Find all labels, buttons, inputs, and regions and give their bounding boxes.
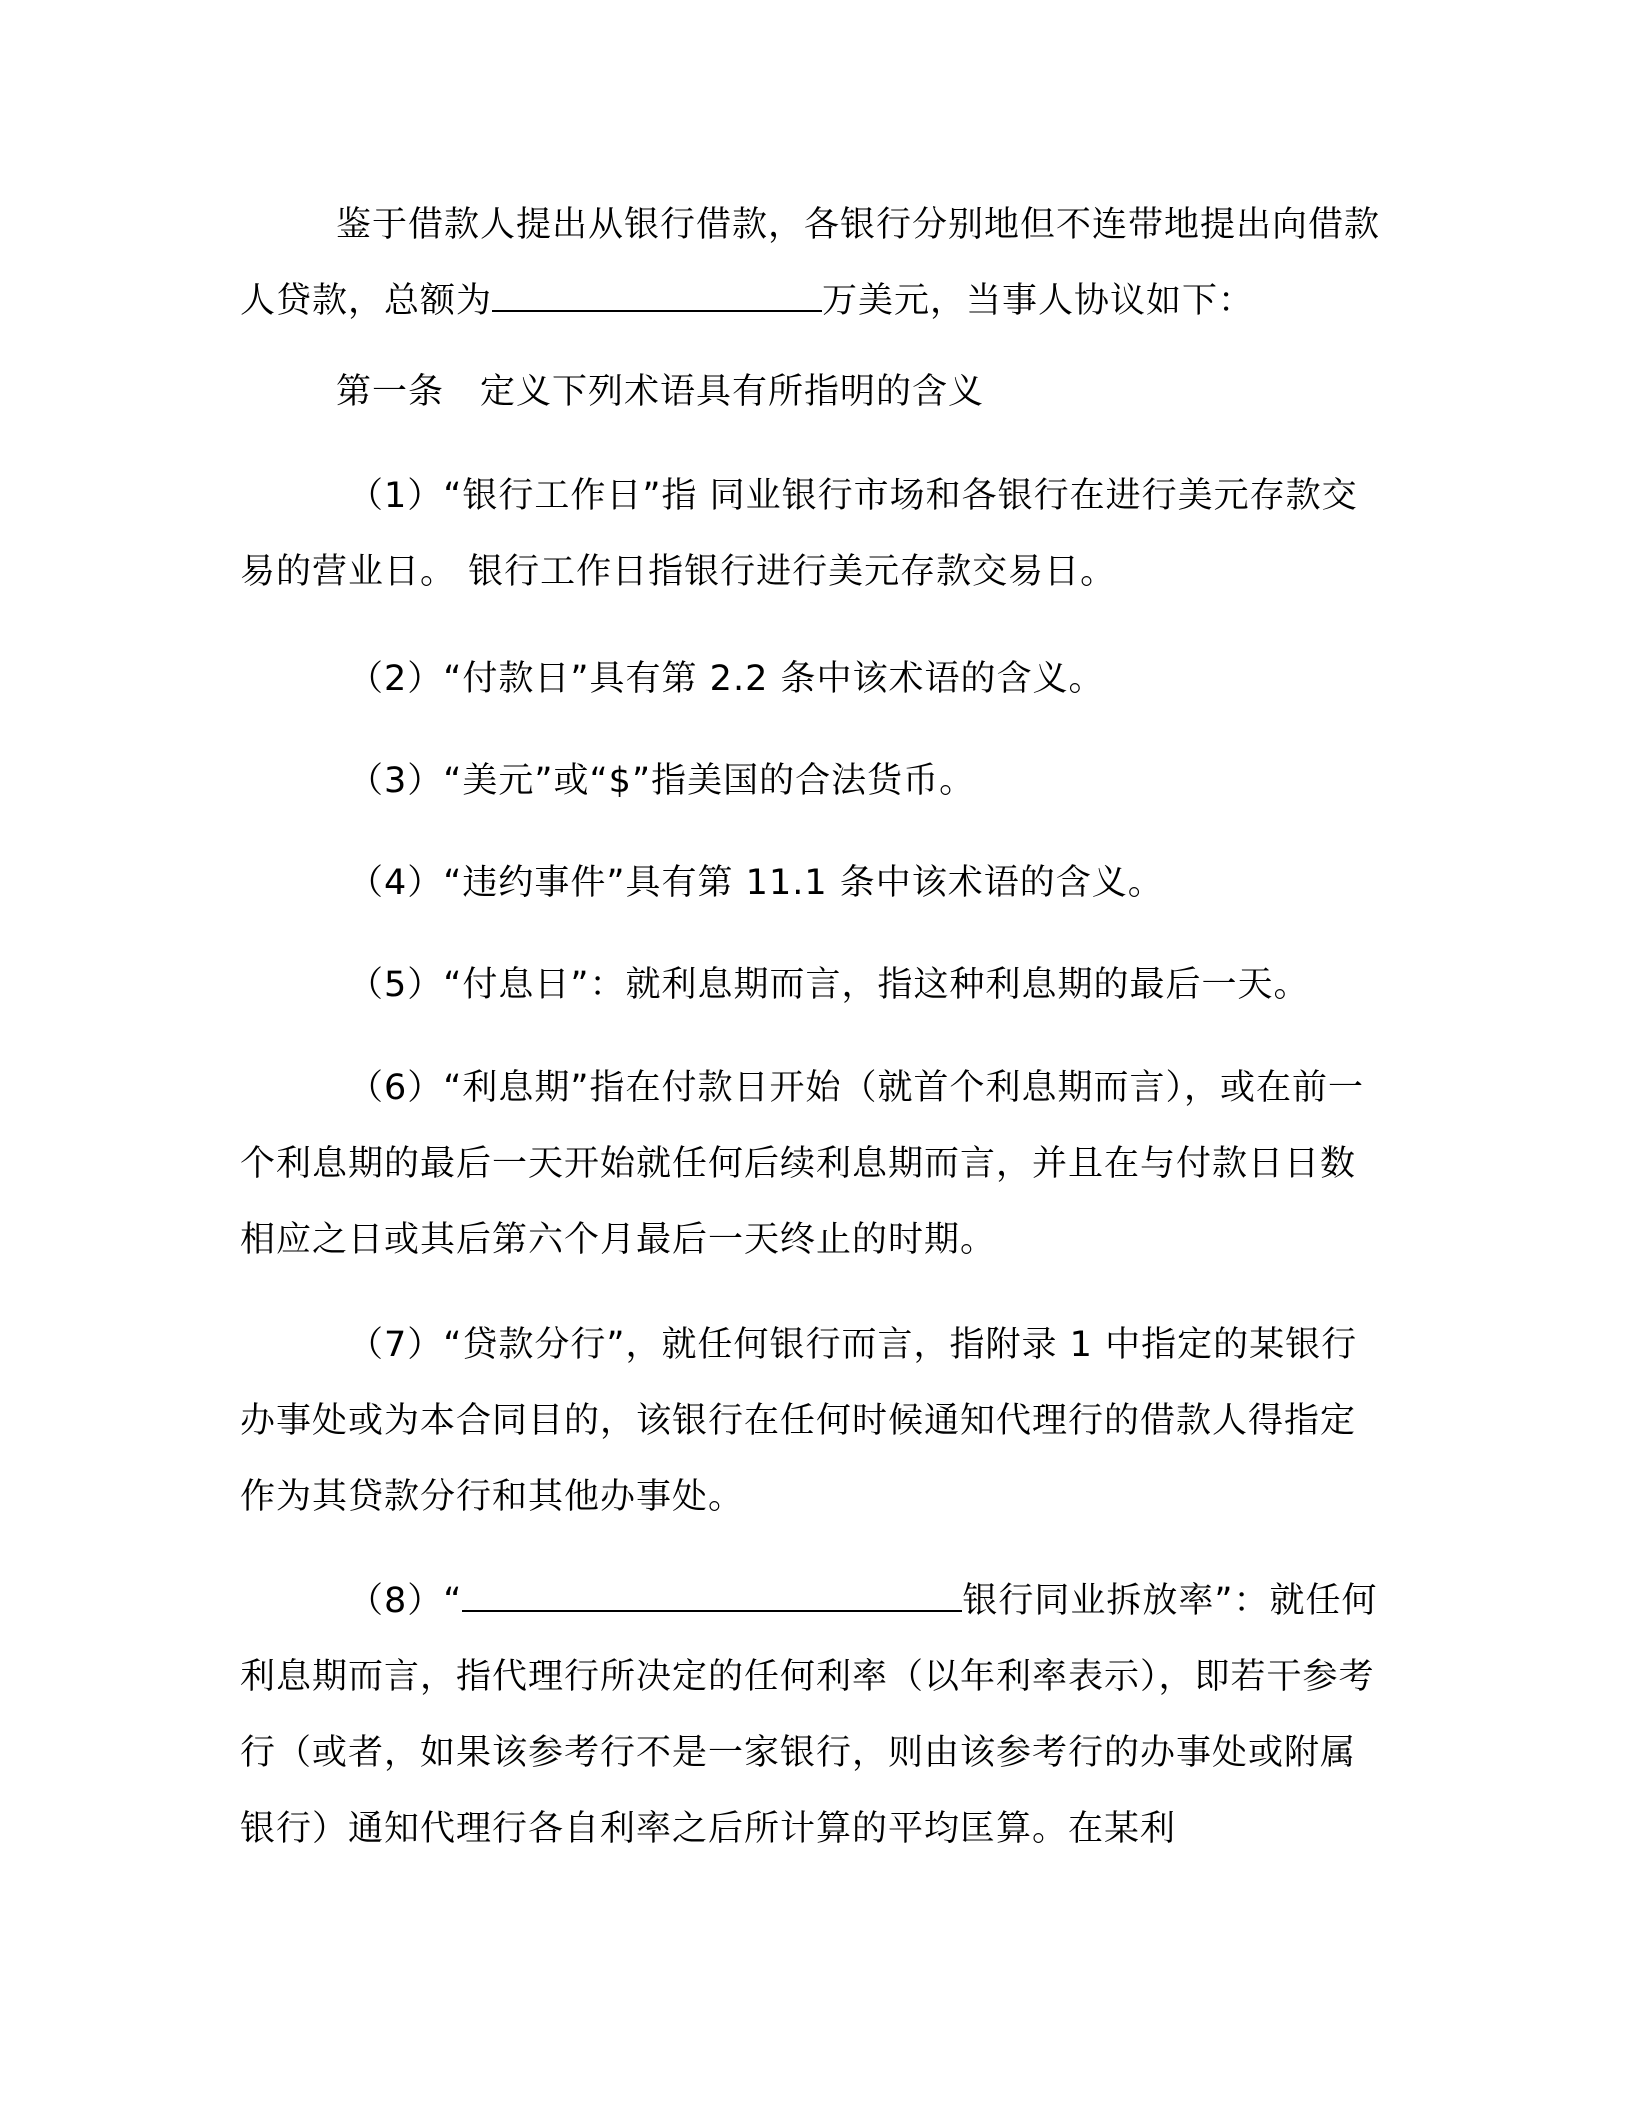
definition-5 bbox=[240, 947, 1388, 1023]
definition-text: “贷款分行”，就任何银行而言，指附录 1 中指定的某银行办事处或为本合同目的，该银行在任何时候通知代理行的借款人得指定作为其贷款分行和其他办事处。 bbox=[240, 1325, 1358, 1517]
definition-number: （8） bbox=[348, 1581, 444, 1621]
open-quote: “ bbox=[443, 1581, 463, 1621]
definition-number: （4） bbox=[348, 863, 444, 903]
document-page bbox=[240, 0, 1388, 2112]
definition-3 bbox=[240, 743, 1388, 819]
amount-blank-line bbox=[492, 280, 822, 312]
definition-text: “美元”或“$”指美国的合法货币。 bbox=[443, 761, 976, 801]
definition-text: 银行同业拆放率”：就任何利息期而言，指代理行所决定的任何利率（以年利率表示），即若干参考行（或者，如果该参考行不是一家银行，则由该参考行的办事处或附属银行）通知代理行各自利率之后所计算的平均匡算。在某利 bbox=[240, 1581, 1378, 1849]
definition-7 bbox=[240, 1307, 1388, 1535]
definition-text: “付款日”具有第 2.2 条中该术语的含义。 bbox=[443, 659, 1105, 699]
definition-6 bbox=[240, 1050, 1388, 1278]
definition-text: “违约事件”具有第 11.1 条中该术语的含义。 bbox=[443, 863, 1164, 903]
article-title: 定义下列术语具有所指明的含义 bbox=[480, 372, 985, 412]
definition-2 bbox=[240, 641, 1388, 717]
definition-text: “银行工作日”指 同业银行市场和各银行在进行美元存款交易的营业日。 银行工作日指银行进行美元存款交易日。 bbox=[240, 476, 1358, 592]
definition-text: “利息期”指在付款日开始（就首个利息期而言），或在前一个利息期的最后一天开始就任何后续利息期而言，并且在与付款日日数相应之日或其后第六个月最后一天终止的时期。 bbox=[240, 1068, 1365, 1260]
definition-number: （6） bbox=[348, 1068, 444, 1108]
bank-name-blank-line bbox=[462, 1580, 962, 1612]
definition-number: （5） bbox=[348, 965, 444, 1005]
definition-8 bbox=[240, 1563, 1388, 1867]
definition-text: “付息日”：就利息期而言，指这种利息期的最后一天。 bbox=[443, 965, 1310, 1005]
definition-number: （7） bbox=[348, 1325, 444, 1365]
intro-paragraph bbox=[240, 187, 1388, 339]
intro-text: 鉴于借款人提出从银行借款，各银行分别地但不连带地提出向借款人贷款，总额为 bbox=[240, 205, 1381, 321]
definition-number: （3） bbox=[348, 761, 444, 801]
definition-4 bbox=[240, 845, 1388, 921]
definition-1 bbox=[240, 458, 1388, 610]
definition-number: （1） bbox=[348, 476, 444, 516]
intro-text-end: 万美元，当事人协议如下： bbox=[822, 281, 1255, 321]
article-heading bbox=[240, 354, 1388, 430]
definition-number: （2） bbox=[348, 659, 444, 699]
article-number: 第一条 bbox=[336, 372, 445, 412]
